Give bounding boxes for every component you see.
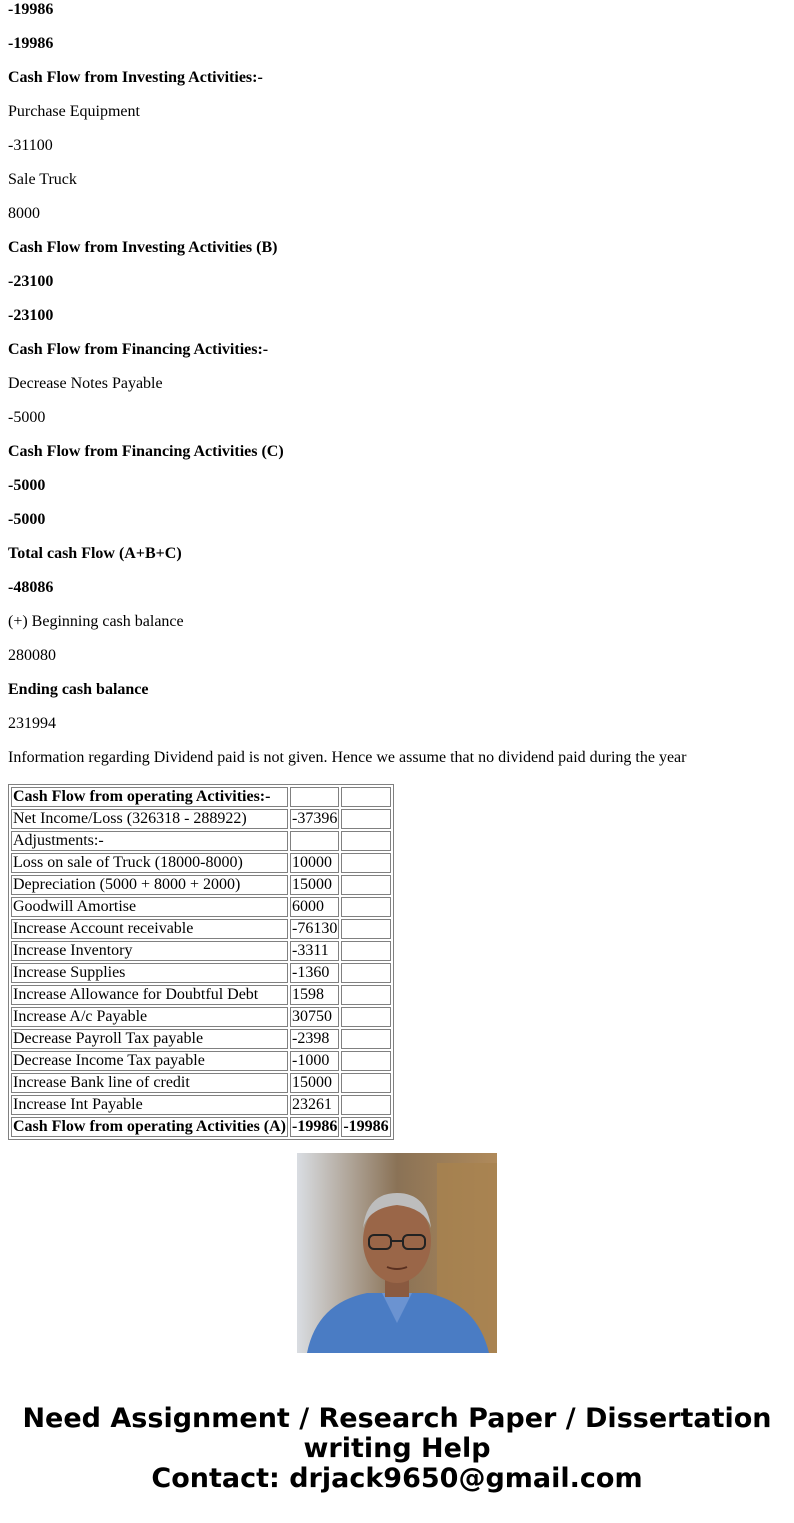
row-label: Increase Allowance for Doubtful Debt	[11, 985, 288, 1005]
table-row	[11, 809, 391, 829]
author-photo	[297, 1153, 497, 1353]
cash-flow-table	[8, 784, 394, 1140]
row-total	[341, 963, 390, 983]
text-line: Cash Flow from Financing Activities (C)	[8, 443, 284, 460]
row-label: Depreciation (5000 + 8000 + 2000)	[11, 875, 288, 895]
table-row	[11, 831, 391, 851]
row-total	[341, 787, 390, 807]
row-label: Adjustments:-	[11, 831, 288, 851]
text-line: (+) Beginning cash balance	[8, 613, 184, 630]
row-value: 15000	[290, 1073, 339, 1093]
row-value: 10000	[290, 853, 339, 873]
row-label: Cash Flow from operating Activities:-	[11, 787, 288, 807]
promo-line-2: writing Help	[303, 1433, 491, 1464]
text-line: Total cash Flow (A+B+C)	[8, 545, 182, 562]
row-label: Loss on sale of Truck (18000-8000)	[11, 853, 288, 873]
row-value: -3311	[290, 941, 339, 961]
row-total	[341, 853, 390, 873]
text-line: 8000	[8, 205, 40, 222]
row-value: -37396	[292, 810, 338, 827]
text-line: 231994	[8, 715, 56, 732]
row-total	[341, 1073, 390, 1093]
text-line: Purchase Equipment	[8, 103, 140, 120]
table-row	[11, 985, 391, 1005]
text-line: -5000	[8, 511, 46, 528]
row-label: Increase Supplies	[11, 963, 288, 983]
table-row	[11, 787, 391, 807]
table-row	[11, 1029, 391, 1049]
row-total	[341, 875, 390, 895]
row-value	[290, 831, 339, 851]
table-row	[11, 853, 391, 873]
cash-flow-table-viewport	[8, 784, 393, 1135]
text-line: -23100	[8, 307, 54, 324]
row-value: -19986	[292, 1118, 338, 1135]
row-label: Cash Flow from operating Activities (A)	[13, 1118, 286, 1135]
row-total	[341, 919, 390, 939]
text-line: -5000	[8, 477, 46, 494]
row-total	[341, 1007, 390, 1027]
text-line: Sale Truck	[8, 171, 77, 188]
row-total	[341, 831, 390, 851]
row-label: Increase Int Payable	[11, 1095, 288, 1115]
row-value: 23261	[290, 1095, 339, 1115]
table-row	[11, 1095, 391, 1115]
promo-line-1: Need Assignment / Research Paper / Dissertation	[22, 1403, 772, 1434]
row-value: 6000	[290, 897, 339, 917]
row-value: 15000	[290, 875, 339, 895]
row-label: Increase Account receivable	[11, 919, 288, 939]
row-total	[341, 809, 390, 829]
row-total	[341, 941, 390, 961]
table-row	[11, 919, 391, 939]
text-line: Information regarding Dividend paid is not given. Hence we assume that no dividend paid during the year	[8, 749, 687, 766]
row-label: Decrease Income Tax payable	[11, 1051, 288, 1071]
row-label: Increase Bank line of credit	[11, 1073, 288, 1093]
table-row	[11, 1073, 391, 1093]
row-value: 30750	[290, 1007, 339, 1027]
table-row	[11, 963, 391, 983]
row-label: Decrease Payroll Tax payable	[11, 1029, 288, 1049]
text-line: -19986	[8, 35, 54, 52]
row-total	[341, 1029, 390, 1049]
row-label: Net Income/Loss (326318 - 288922)	[11, 809, 288, 829]
row-value: 1598	[290, 985, 339, 1005]
row-value	[290, 787, 339, 807]
text-line: -23100	[8, 273, 54, 290]
table-row	[11, 875, 391, 895]
text-line: Decrease Notes Payable	[8, 375, 163, 392]
text-line: 280080	[8, 647, 56, 664]
row-label: Increase A/c Payable	[11, 1007, 288, 1027]
row-value: -2398	[290, 1029, 339, 1049]
text-line: -31100	[8, 137, 53, 154]
text-line: -48086	[8, 579, 54, 596]
row-label: Goodwill Amortise	[11, 897, 288, 917]
text-line: Cash Flow from Financing Activities:-	[8, 341, 269, 358]
text-line: -5000	[8, 409, 46, 426]
text-line: Cash Flow from Investing Activities:-	[8, 69, 263, 86]
row-total: -19986	[343, 1118, 389, 1135]
row-label: Increase Inventory	[11, 941, 288, 961]
promo-contact: Contact: drjack9650@gmail.com	[151, 1463, 643, 1494]
table-row	[11, 1007, 391, 1027]
table-row	[11, 1051, 391, 1071]
row-value: -1360	[290, 963, 339, 983]
table-row	[11, 1117, 391, 1137]
table-row	[11, 897, 391, 917]
row-value: -76130	[292, 920, 338, 937]
row-total	[341, 1095, 390, 1115]
text-line: Ending cash balance	[8, 681, 149, 698]
table-row	[11, 941, 391, 961]
text-line: -19986	[8, 1, 54, 18]
row-value: -1000	[290, 1051, 339, 1071]
row-total	[341, 985, 390, 1005]
text-line: Cash Flow from Investing Activities (B)	[8, 239, 278, 256]
row-total	[341, 897, 390, 917]
row-total	[341, 1051, 390, 1071]
